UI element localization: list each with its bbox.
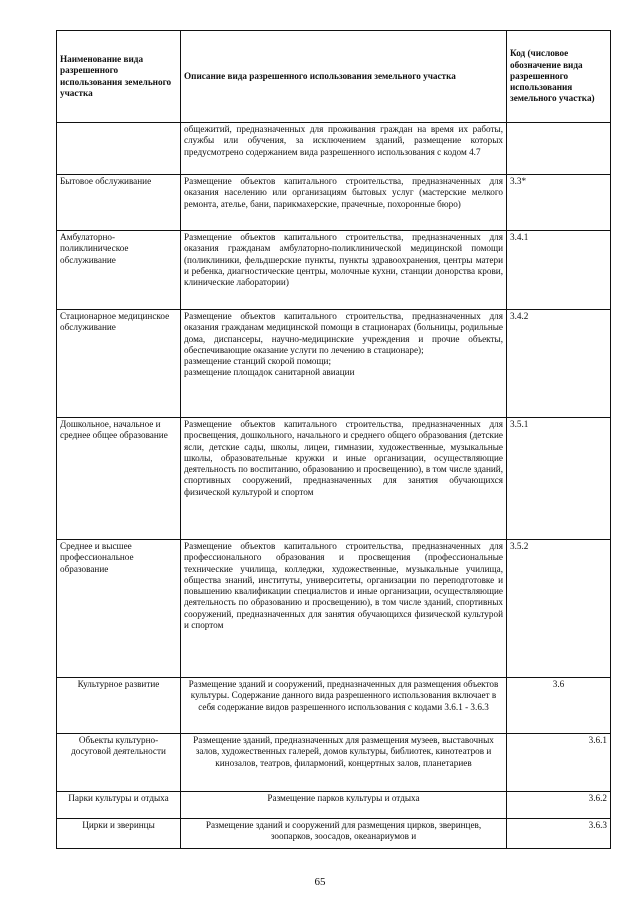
row-description xyxy=(181,418,507,540)
row-code: 3.4.1 xyxy=(507,231,611,310)
table-row xyxy=(57,678,611,734)
description-line: Размещение зданий, предназначенных для размещения музеев, выставочных залов, художественных галерей, домов культуры, библиотек, кинотеатров и кинозалов, театров, филармоний, концертных залов, планетариев xyxy=(193,735,494,768)
header-name-column: Наименование вида разрешенного использования земельного участка xyxy=(57,31,181,123)
table-row xyxy=(57,792,611,819)
description-line: Размещение объектов капитального строительства, предназначенных для оказания населению или организациям бытовых услуг (мастерские мелкого ремонта, ателье, бани, парикмахерские, прачечные, похоронные бюро) xyxy=(184,176,503,209)
row-description xyxy=(181,792,507,819)
description-line: Размещение зданий и сооружений для размещения цирков, зверинцев, зоопарков, зоосадов, океанариумов и xyxy=(205,820,482,842)
table-row xyxy=(57,540,611,678)
description-line: размещение площадок санитарной авиации xyxy=(184,367,355,378)
description-line: размещение станций скорой помощи; xyxy=(184,356,332,367)
row-code: 3.5.1 xyxy=(507,418,611,540)
row-name: Среднее и высшее профессиональное образование xyxy=(57,540,181,678)
description-line: Размещение объектов капитального строительства, предназначенных для профессионального образования и просвещения (профессиональные технические училища, колледжи, художественные, музыкальные училища, общества знаний, институты, университеты, организации по переподготовке и повышению квалификации специалистов и иные организации, осуществляющие деятельность по образованию и просвещению), в том числе зданий, спортивных сооружений, предназначенных для занятия обучающихся физической культурой и спортом xyxy=(184,541,503,631)
row-name: Бытовое обслуживание xyxy=(57,175,181,231)
row-code: 3.6.2 xyxy=(507,792,611,819)
row-name: Объекты культурно-досуговой деятельности xyxy=(57,734,181,792)
row-description xyxy=(181,540,507,678)
description-line: Размещение объектов капитального строительства, предназначенных для оказания гражданам амбулаторно-поликлинической медицинской помощи (поликлиники, фельдшерские пункты, пункты здравоохранения, центры матери и ребенка, диагностические центры, молочные кухни, станции донорства крови, клинические лаборатории) xyxy=(184,232,503,288)
description-line: Размещение зданий и сооружений, предназначенных для размещения объектов культуры. Содержание данного вида разрешенного использования включает в себя содержание видов разрешенного использования с кодами 3.6.1 - 3.6.3 xyxy=(188,679,499,712)
table-row xyxy=(57,231,611,310)
land-use-table xyxy=(56,30,611,849)
row-code: 3.6.1 xyxy=(507,734,611,792)
description-line: Размещение объектов капитального строительства, предназначенных для просвещения, дошкольного, начального и среднего общего образования (детские ясли, детские сады, школы, лицеи, гимназии, художественные, музыкальные школы, образовательные кружки и иные организации, осуществляющие деятельность по воспитанию, образованию и просвещению), в том числе зданий, спортивных сооружений, предназначенных для занятия обучающихся физической культурой и спортом xyxy=(184,419,503,497)
description-line: Размещение объектов капитального строительства, предназначенных для оказания гражданам медицинской помощи в стационарах (больницы, родильные дома, диспансеры, научно-медицинские учреждения и прочие объекты, обеспечивающие оказание услуги по лечению в стационаре); xyxy=(184,311,503,355)
row-description xyxy=(181,310,507,418)
row-code: 3.3* xyxy=(507,175,611,231)
table-row xyxy=(57,310,611,418)
description-line: Размещение парков культуры и отдыха xyxy=(267,793,420,803)
row-name: Парки культуры и отдыха xyxy=(57,792,181,819)
row-code: 3.6 xyxy=(507,678,611,734)
row-description xyxy=(181,734,507,792)
row-name: Цирки и зверинцы xyxy=(57,819,181,849)
row-description xyxy=(181,123,507,175)
row-code: 3.4.2 xyxy=(507,310,611,418)
row-description xyxy=(181,175,507,231)
table-row xyxy=(57,175,611,231)
table-row xyxy=(57,819,611,849)
page-number: 65 xyxy=(314,876,326,888)
row-description xyxy=(181,231,507,310)
row-code xyxy=(507,123,611,175)
header-description-column: Описание вида разрешенного использования земельного участка xyxy=(181,31,507,123)
row-code: 3.5.2 xyxy=(507,540,611,678)
row-description xyxy=(181,678,507,734)
row-description xyxy=(181,819,507,849)
row-code: 3.6.3 xyxy=(507,819,611,849)
table-row xyxy=(57,418,611,540)
row-name: Амбулаторно-поликлиническое обслуживание xyxy=(57,231,181,310)
description-line: общежитий, предназначенных для проживания граждан на время их работы, службы или обучения, за исключением зданий, размещение которых предусмотрено содержанием вида разрешенного использования с кодом 4.7 xyxy=(184,124,503,157)
table-row xyxy=(57,734,611,792)
row-name: Стационарное медицинское обслуживание xyxy=(57,310,181,418)
row-name xyxy=(57,123,181,175)
table-header-row xyxy=(57,31,611,123)
header-code-column: Код (числовое обозначение вида разрешенного использования земельного участка) xyxy=(507,31,611,123)
table-row xyxy=(57,123,611,175)
row-name: Дошкольное, начальное и среднее общее образование xyxy=(57,418,181,540)
row-name: Культурное развитие xyxy=(57,678,181,734)
